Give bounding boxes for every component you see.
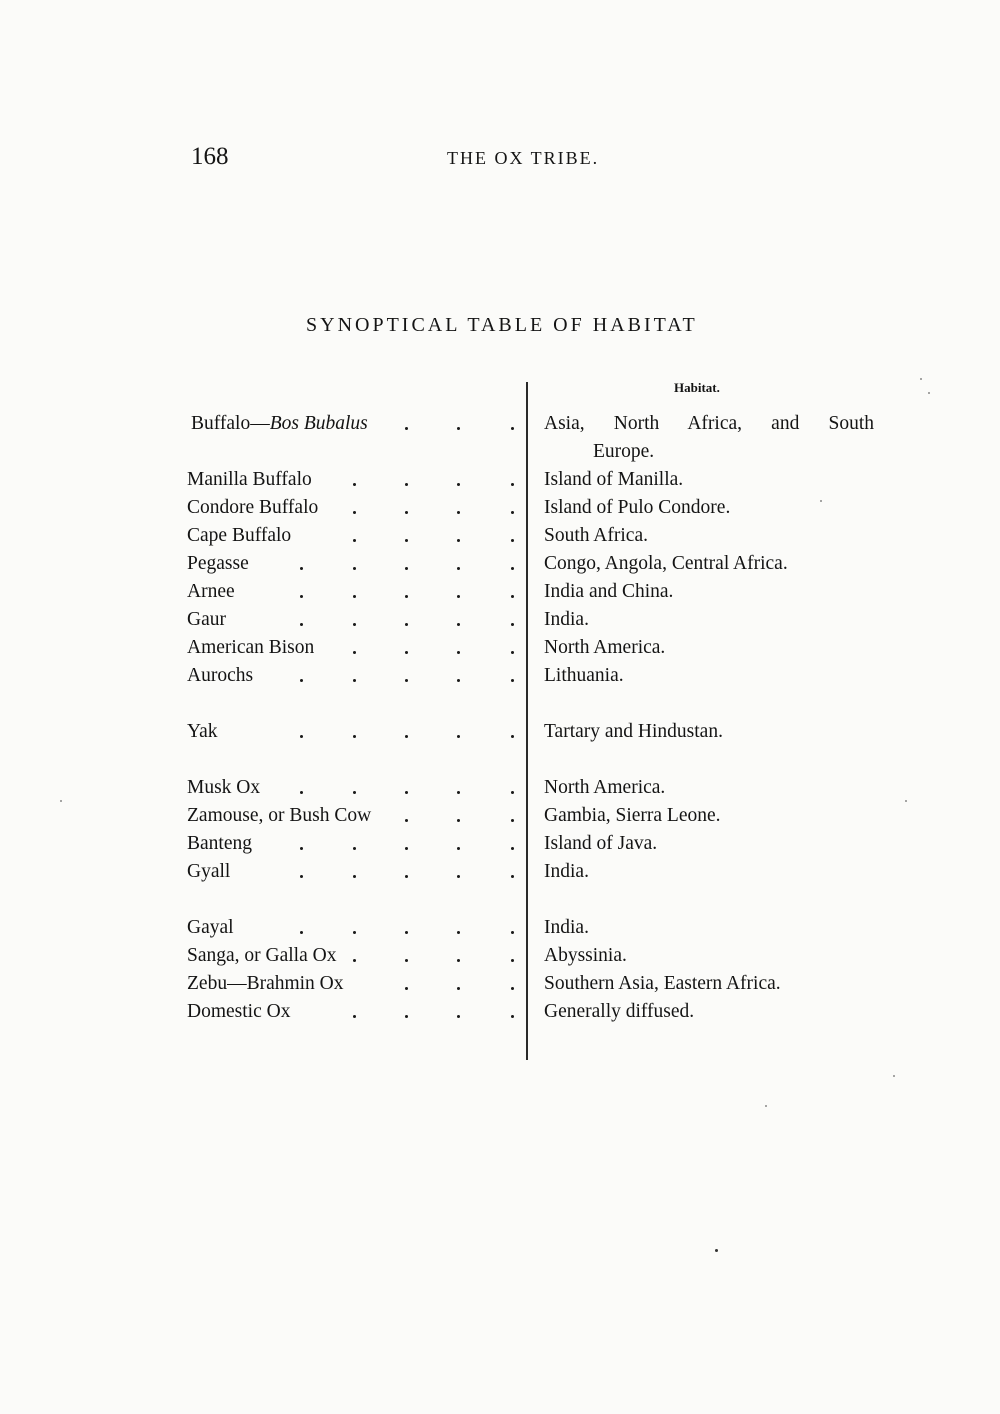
leader-dot <box>405 987 408 990</box>
table-row <box>0 998 1000 1026</box>
leader-dots <box>187 802 517 830</box>
leader-dot <box>300 623 303 626</box>
table-row <box>0 662 1000 690</box>
leader-dots <box>187 410 517 438</box>
table-row <box>0 914 1000 942</box>
leader-dot <box>511 651 514 654</box>
leader-dots <box>187 634 517 662</box>
leader-dot <box>405 651 408 654</box>
table-row <box>0 634 1000 662</box>
leader-dot <box>300 595 303 598</box>
leader-dot <box>457 1015 460 1018</box>
leader-dot <box>457 819 460 822</box>
animal-common-name: Gyall <box>187 861 231 882</box>
paper-speck <box>928 392 930 394</box>
animal-common-name: Arnee <box>187 581 235 602</box>
leader-dots <box>187 662 517 690</box>
leader-dot <box>457 511 460 514</box>
leader-dot <box>511 819 514 822</box>
table-row <box>0 550 1000 578</box>
leader-dots <box>187 774 517 802</box>
habitat-location: India. <box>544 861 589 882</box>
table-row <box>0 942 1000 970</box>
animal-common-name: Sanga, or Galla Ox <box>187 945 337 966</box>
habitat-location: Congo, Angola, Central Africa. <box>544 553 788 574</box>
leader-dot <box>353 511 356 514</box>
table-row <box>0 858 1000 886</box>
table-title: SYNOPTICAL TABLE OF HABITAT <box>306 314 698 336</box>
leader-dot <box>300 931 303 934</box>
animal-common-name: Gayal <box>187 917 234 938</box>
leader-dot <box>457 735 460 738</box>
leader-dot <box>405 511 408 514</box>
leader-dot <box>353 931 356 934</box>
leader-dots <box>187 550 517 578</box>
leader-dot <box>457 427 460 430</box>
leader-dot <box>511 959 514 962</box>
leader-dot <box>511 791 514 794</box>
animal-common-name: Domestic Ox <box>187 1001 291 1022</box>
leader-dot <box>300 679 303 682</box>
table-row <box>0 774 1000 802</box>
paper-speck <box>920 378 922 380</box>
table-row <box>0 802 1000 830</box>
habitat-location: India. <box>544 609 589 630</box>
paper-speck <box>765 1105 767 1107</box>
leader-dot <box>353 791 356 794</box>
animal-common-name: Banteng <box>187 833 252 854</box>
paper-speck <box>893 1075 895 1077</box>
leader-dot <box>353 651 356 654</box>
animal-common-name: Pegasse <box>187 553 249 574</box>
leader-dot <box>405 427 408 430</box>
leader-dot <box>511 847 514 850</box>
leader-dot <box>353 567 356 570</box>
leader-dot <box>353 623 356 626</box>
table-row <box>0 718 1000 746</box>
animal-common-name: Buffalo— <box>191 413 270 434</box>
leader-dots <box>187 998 517 1026</box>
habitat-location: South Africa. <box>544 525 648 546</box>
leader-dot <box>405 931 408 934</box>
leader-dot <box>511 623 514 626</box>
leader-dot <box>353 959 356 962</box>
leader-dots <box>187 914 517 942</box>
paper-speck <box>820 500 822 502</box>
leader-dot <box>353 1015 356 1018</box>
leader-dot <box>457 539 460 542</box>
leader-dots <box>187 522 517 550</box>
leader-dot <box>511 539 514 542</box>
habitat-location: Tartary and Hindustan. <box>544 721 723 742</box>
leader-dots <box>187 830 517 858</box>
leader-dot <box>405 679 408 682</box>
leader-dot <box>353 679 356 682</box>
leader-dot <box>353 735 356 738</box>
table-row <box>0 466 1000 494</box>
habitat-location: North America. <box>544 637 666 658</box>
habitat-location: Southern Asia, Eastern Africa. <box>544 973 781 994</box>
leader-dot <box>405 567 408 570</box>
habitat-location: Island of Java. <box>544 833 658 854</box>
leader-dot <box>405 875 408 878</box>
table-row-continuation <box>0 438 1000 466</box>
animal-common-name: Zebu—Brahmin Ox <box>187 973 344 994</box>
leader-dot <box>457 623 460 626</box>
leader-dots <box>187 466 517 494</box>
animal-common-name: Manilla Buffalo <box>187 469 312 490</box>
leader-dot <box>511 483 514 486</box>
leader-dot <box>511 875 514 878</box>
leader-dots <box>187 718 517 746</box>
animal-common-name: Zamouse, or Bush Cow <box>187 805 372 826</box>
leader-dots <box>187 942 517 970</box>
animal-common-name: Condore Buffalo <box>187 497 319 518</box>
leader-dot <box>405 1015 408 1018</box>
animal-common-name: American Bison <box>187 637 315 658</box>
leader-dot <box>457 679 460 682</box>
animal-common-name: Yak <box>187 721 218 742</box>
leader-dot <box>300 567 303 570</box>
animal-common-name: Cape Buffalo <box>187 525 292 546</box>
leader-dot <box>300 847 303 850</box>
leader-dot <box>405 595 408 598</box>
leader-dot <box>511 1015 514 1018</box>
paper-speck <box>715 1249 718 1252</box>
leader-dot <box>457 847 460 850</box>
leader-dot <box>457 651 460 654</box>
leader-dot <box>405 819 408 822</box>
leader-dot <box>457 567 460 570</box>
table-row <box>0 606 1000 634</box>
table-row <box>0 970 1000 998</box>
leader-dot <box>405 959 408 962</box>
leader-dot <box>511 511 514 514</box>
leader-dots <box>187 970 517 998</box>
habitat-location: India and China. <box>544 581 674 602</box>
leader-dot <box>457 483 460 486</box>
leader-dots <box>187 858 517 886</box>
table-row <box>0 522 1000 550</box>
paper-speck <box>60 800 62 802</box>
habitat-location: Abyssinia. <box>544 945 627 966</box>
habitat-column-heading: Habitat. <box>674 380 720 395</box>
table-row <box>0 830 1000 858</box>
leader-dot <box>511 567 514 570</box>
leader-dot <box>457 987 460 990</box>
leader-dots <box>187 494 517 522</box>
habitat-location: Asia, North Africa, and South <box>544 413 874 434</box>
leader-dot <box>405 539 408 542</box>
leader-dot <box>457 931 460 934</box>
leader-dot <box>511 987 514 990</box>
habitat-location: North America. <box>544 777 666 798</box>
habitat-location: Island of Pulo Condore. <box>544 497 731 518</box>
leader-dot <box>457 595 460 598</box>
leader-dots <box>187 606 517 634</box>
habitat-location: India. <box>544 917 589 938</box>
animal-common-name: Aurochs <box>187 665 254 686</box>
running-head: THE OX TRIBE. <box>447 148 600 168</box>
leader-dot <box>511 679 514 682</box>
leader-dot <box>405 847 408 850</box>
leader-dot <box>353 483 356 486</box>
leader-dot <box>300 875 303 878</box>
animal-common-name: Musk Ox <box>187 777 261 798</box>
leader-dot <box>511 931 514 934</box>
table-row <box>0 410 1000 438</box>
leader-dot <box>353 539 356 542</box>
table-row <box>0 494 1000 522</box>
habitat-location: Gambia, Sierra Leone. <box>544 805 721 826</box>
paper-speck <box>905 800 907 802</box>
leader-dot <box>405 735 408 738</box>
leader-dot <box>353 847 356 850</box>
animal-latin-name: Bos Bubalus <box>269 413 368 434</box>
leader-dot <box>457 791 460 794</box>
habitat-location: Lithuania. <box>544 665 624 686</box>
leader-dot <box>300 791 303 794</box>
leader-dot <box>405 623 408 626</box>
leader-dot <box>353 595 356 598</box>
leader-dot <box>511 595 514 598</box>
leader-dot <box>300 735 303 738</box>
animal-common-name: Gaur <box>187 609 226 630</box>
habitat-location-continued: Europe. <box>593 441 655 462</box>
habitat-location: Generally diffused. <box>544 1001 695 1022</box>
leader-dot <box>457 959 460 962</box>
leader-dot <box>405 483 408 486</box>
table-row <box>0 578 1000 606</box>
leader-dot <box>511 427 514 430</box>
leader-dot <box>405 791 408 794</box>
leader-dot <box>353 875 356 878</box>
page-number: 168 <box>191 143 229 170</box>
leader-dot <box>511 735 514 738</box>
leader-dots <box>187 578 517 606</box>
leader-dot <box>457 875 460 878</box>
habitat-location: Island of Manilla. <box>544 469 684 490</box>
